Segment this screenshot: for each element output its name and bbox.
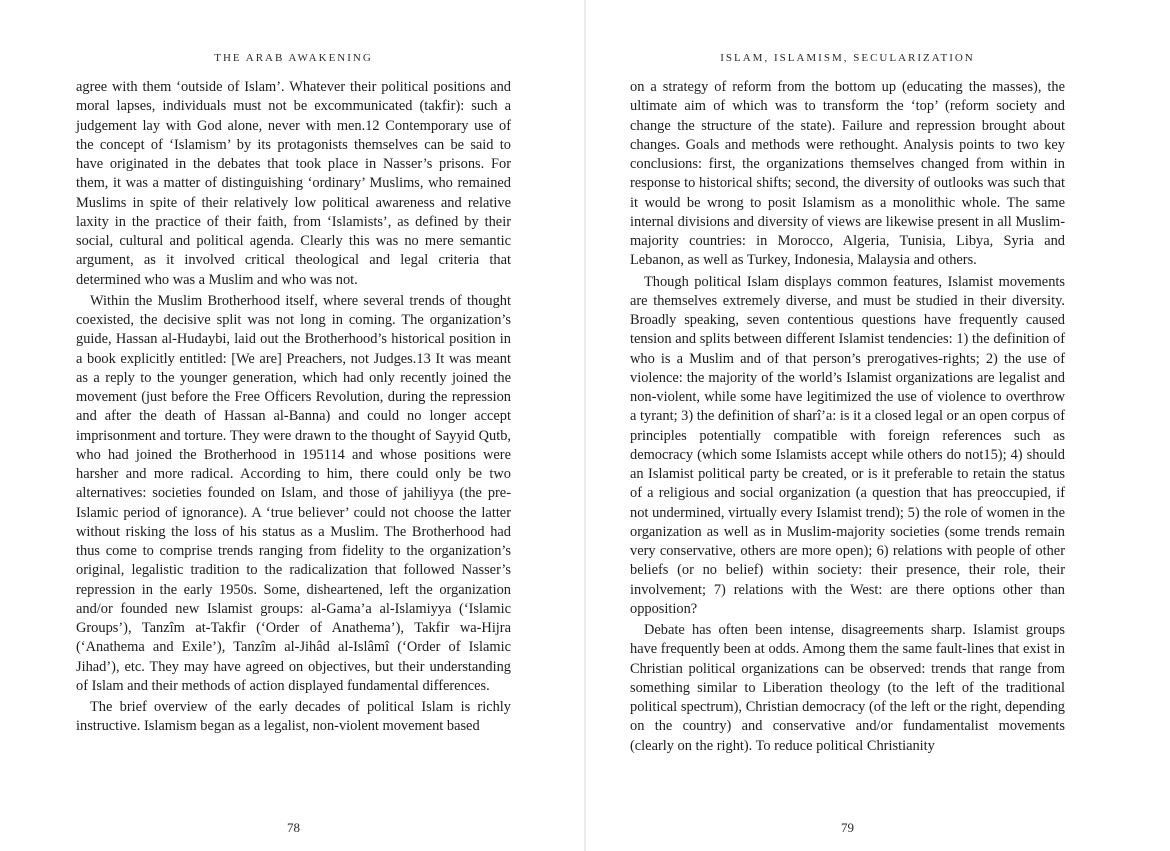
page-number: 78 <box>287 820 300 835</box>
left-page <box>76 0 511 851</box>
running-head: ISLAM, ISLAMISM, SECULARIZATION <box>720 52 975 64</box>
paragraph: Within the Muslim Brotherhood itself, where several trends of thought coexisted, the decisive split was not long in coming. The organization’s guide, Hassan al-Hudaybi, laid out the Brotherhood’s historical position in a book explicitly entitled: [We are] Preachers, not Judges.13 It was meant as a reply to the younger generation, which had only recently joined the movement (just before the Free Officers Revolution, during the repression and after the death of Hassan al-Banna) and could no longer accept imprisonment and torture. They were drawn to the thought of Sayyid Qutb, who had joined the Brotherhood in 195114 and whose positions were harsher and more radical. According to him, there could only be two alternatives: societies founded on Islam, and those of jahiliyya (the pre-Islamic period of ignorance). A ‘true believer’ could not choose the latter without risking the loss of his status as a Muslim. The Brotherhood had thus come to comprise trends ranging from fidelity to the organization’s original, legalistic tradition to the radicalization that followed Nasser’s repression in the early 1950s. Some, disheartened, left the organization and/or founded new Islamist groups: al-Gama’a al-Islamiyya (‘Islamic Groups’), Tanzîm at-Takfir (‘Order of Anathema’), Takfir wa-Hijra (‘Anathema and Exile’), Tanzîm al-Jihâd al-Islâmî (‘Order of Islamic Jihad’), etc. They may have agreed on objectives, but their understanding of Islam and their methods of action displayed fundamental differences. <box>76 292 511 694</box>
body-text <box>76 78 511 737</box>
paragraph: Debate has often been intense, disagreements sharp. Islamist groups have frequently been at odds. Among them the same fault-lines that exist in Christian political organizations can be observed: trends that range from something similar to Liberation theology (to the left of the traditional political spectrum), Christian democracy (of the left or the right, depending on the country) and conservative and/or fundamentalist movements (clearly on the right). To reduce political Christianity <box>630 622 1065 754</box>
paragraph: on a strategy of reform from the bottom up (educating the masses), the ultimate aim of which was to transform the ‘top’ (reform society and change the structure of the state). Failure and repression brought about changes. Goals and methods were rethought. Analysis points to two key conclusions: first, the organizations themselves changed from within in response to historical shifts; second, the diversity of outlooks was such that it would be wrong to posit Islamism as a monolithic whole. The same internal divisions and diversity of views are likewise present in all Muslim-majority countries: in Morocco, Algeria, Tunisia, Libya, Syria and Lebanon, as well as Turkey, Indonesia, Malaysia and others. <box>630 79 1065 269</box>
paragraph: agree with them ‘outside of Islam’. Whatever their political positions and moral lapses, individuals must not be excommunicated (takfir): such a judgement lay with God alone, never with men.12 Contemporary use of the concept of ‘Islamism’ by its protagonists themselves can be said to have originated in the debates that took place in Nasser’s prisons. For them, it was a matter of distinguishing ‘ordinary’ Muslims, who remained Muslims in spite of their relatively low political awareness and relative laxity in the practice of their faith, from ‘Islamists’, as defined by their social, cultural and political agenda. Clearly this was no mere semantic argument, as it involved critical theological and legal criteria that determined who was a Muslim and who was not. <box>76 79 511 288</box>
running-head: THE ARAB AWAKENING <box>214 52 373 64</box>
body-text <box>630 78 1065 756</box>
page-gutter <box>584 0 586 851</box>
paragraph: The brief overview of the early decades of political Islam is richly instructive. Islamism began as a legalist, non-violent movement based <box>76 699 511 735</box>
page-number: 79 <box>841 820 854 835</box>
right-page <box>630 0 1065 851</box>
paragraph: Though political Islam displays common features, Islamist movements are themselves extremely diverse, and must be studied in their diversity. Broadly speaking, seven contentious questions have frequently caused tension and splits between different Islamist tendencies: 1) the definition of who is a Muslim and of that person’s prerogatives-rights; 2) the use of violence: the majority of the world’s Islamist organizations are legalist and non-violent, while some have legitimized the use of violence to overthrow a tyrant; 3) the definition of sharî’a: is it a closed legal or an open corpus of principles potentially compatible with foreign references such as democracy (which some Islamists accept while others do not15); 4) should an Islamist political party be created, or is it preferable to retain the status of a religious and social organization (a question that has preoccupied, if not undermined, virtually every Islamist trend); 5) the role of women in the organization as well as in Muslim-majority societies (some trends remain very conservative, others are more open); 6) relations with people of other beliefs (or no belief) within society: their presence, their role, their involvement; 7) relations with the West: are there options other than opposition? <box>630 273 1065 617</box>
